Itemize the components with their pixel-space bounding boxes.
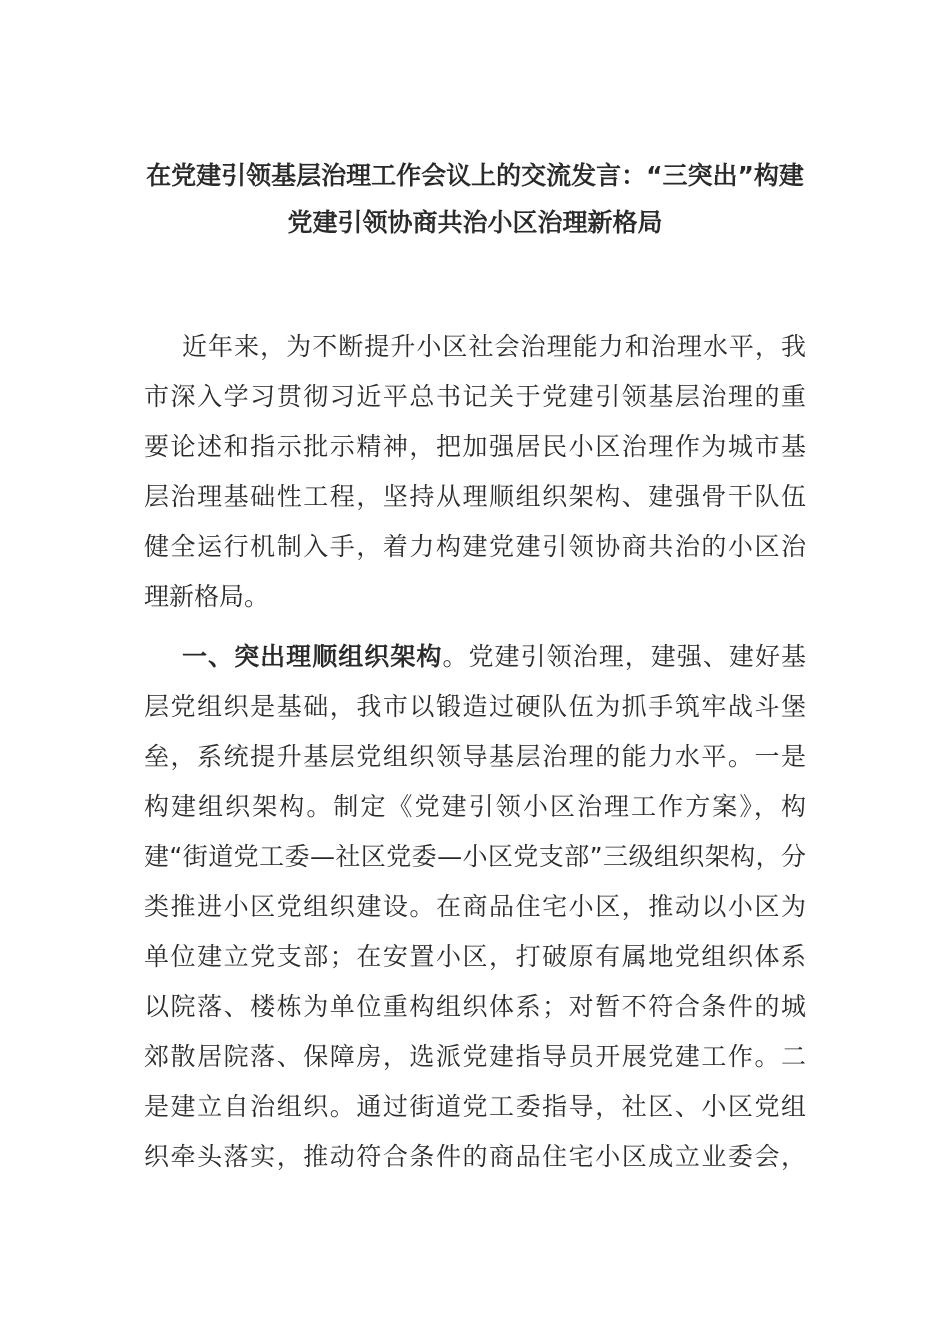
text-line: 市深入学习贯彻习近平总书记关于党建引领基层治理的重 <box>144 382 806 411</box>
text-line: 构建组织架构。制定《党建引领小区治理工作方案》，构 <box>144 792 806 821</box>
text-line <box>144 632 806 682</box>
text-line: 是建立自治组织。通过街道党工委指导，社区、小区党组 <box>144 1092 806 1121</box>
text-line: 类推进小区党组织建设。在商品住宅小区，推动以小区为 <box>144 892 806 921</box>
text-line: 要论述和指示批示精神，把加强居民小区治理作为城市基 <box>144 432 806 461</box>
text-line: 以院落、楼栋为单位重构组织体系；对暂不符合条件的城 <box>144 992 806 1021</box>
text-line: 层党组织是基础，我市以锻造过硬队伍为抓手筑牢战斗堡 <box>144 692 806 721</box>
title-line-1: 在党建引领基层治理工作会议上的交流发言：“三突出”构建 <box>146 161 804 190</box>
text-line: 单位建立党支部；在安置小区，打破原有属地党组织体系 <box>144 942 806 971</box>
paragraph-intro <box>144 322 806 622</box>
text-line: 织牵头落实，推动符合条件的商品住宅小区成立业委会， <box>144 1142 806 1171</box>
paragraph-section-1 <box>144 632 806 1182</box>
document-body <box>144 322 806 1182</box>
text-line: 理新格局。 <box>144 582 270 611</box>
title-line-2: 党建引领协商共治小区治理新格局 <box>287 208 663 237</box>
text-line: 健全运行机制入手，着力构建党建引领协商共治的小区治 <box>144 532 806 561</box>
text-line: 垒，系统提升基层党组织领导基层治理的能力水平。一是 <box>144 742 806 771</box>
text-line: 层治理基础性工程，坚持从理顺组织架构、建强骨干队伍 <box>144 482 806 511</box>
text-line: 郊散居院落、保障房，选派党建指导员开展党建工作。二 <box>144 1042 806 1071</box>
document-title <box>140 152 810 246</box>
section-heading-rest: 。党建引领治理，建强、建好基 <box>442 642 806 671</box>
section-heading: 一、突出理顺组织架构 <box>182 642 443 671</box>
text-line: 建“街道党工委—社区党委—小区党支部”三级组织架构，分 <box>144 842 806 871</box>
text-line: 近年来，为不断提升小区社会治理能力和治理水平，我 <box>182 332 806 361</box>
